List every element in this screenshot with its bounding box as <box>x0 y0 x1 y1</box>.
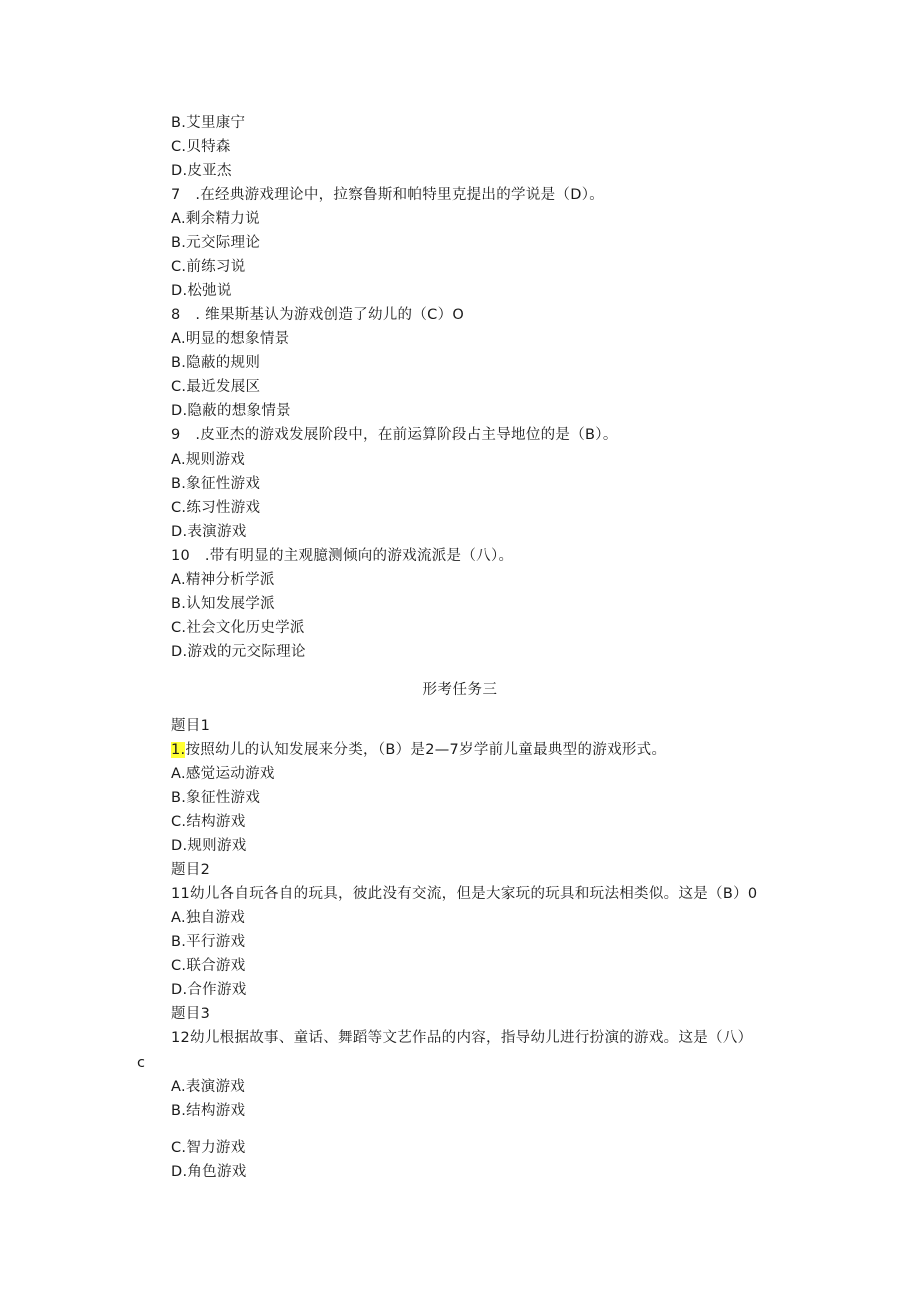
q8-option-d: D.隐蔽的想象情景 <box>171 403 291 419</box>
q7-option-b: B.元交际理论 <box>171 235 261 251</box>
q6-option-b: B.艾里康宁 <box>171 115 246 131</box>
q10-option-a: A.精神分析学派 <box>171 572 275 588</box>
q3-option-d: D.角色游戏 <box>171 1164 247 1180</box>
q1-option-d: D.规则游戏 <box>171 838 247 854</box>
stray-character: c <box>137 1055 146 1071</box>
q7-stem: 7 .在经典游戏理论中，拉察鲁斯和帕特里克提出的学说是（D）。 <box>171 187 605 203</box>
q10-option-d: D.游戏的元交际理论 <box>171 644 306 660</box>
q2-option-a: A.独自游戏 <box>171 910 246 926</box>
q10-option-c: C.社会文化历史学派 <box>171 620 305 636</box>
q1-option-c: C.结构游戏 <box>171 814 246 830</box>
question-label-2: 题目2 <box>171 862 211 878</box>
q7-option-a: A.剩余精力说 <box>171 211 260 227</box>
q8-option-c: C.最近发展区 <box>171 379 261 395</box>
question-1-stem <box>171 740 666 760</box>
q9-option-b: B.象征性游戏 <box>171 476 261 492</box>
q9-option-d: D.表演游戏 <box>171 524 247 540</box>
q3-option-b: B.结构游戏 <box>171 1103 246 1119</box>
q1-option-b: B.象征性游戏 <box>171 790 261 806</box>
q7-option-c: C.前练习说 <box>171 259 246 275</box>
q6-option-d: D.皮亚杰 <box>171 163 232 179</box>
q9-option-a: A.规则游戏 <box>171 452 246 468</box>
q10-stem: 10 .带有明显的主观臆测倾向的游戏流派是（八）。 <box>171 548 514 564</box>
q1-option-a: A.感觉运动游戏 <box>171 766 275 782</box>
question-3-stem: 12幼儿根据故事、童话、舞蹈等文艺作品的内容，指导幼儿进行扮演的游戏。这是（八） <box>171 1030 753 1046</box>
question-2-stem: 11幼儿各自玩各自的玩具，彼此没有交流，但是大家玩的玩具和玩法相类似。这是（B）0 <box>171 886 758 902</box>
q9-option-c: C.练习性游戏 <box>171 500 261 516</box>
q3-option-a: A.表演游戏 <box>171 1079 246 1095</box>
q9-stem: 9 .皮亚杰的游戏发展阶段中，在前运算阶段占主导地位的是（B）。 <box>171 427 618 443</box>
q7-option-d: D.松弛说 <box>171 283 232 299</box>
q2-option-c: C.联合游戏 <box>171 958 246 974</box>
q2-option-d: D.合作游戏 <box>171 982 247 998</box>
q8-option-a: A.明显的想象情景 <box>171 331 290 347</box>
section-title: 形考任务三 <box>422 682 498 698</box>
q3-option-c: C.智力游戏 <box>171 1140 246 1156</box>
question-1-number: 1. <box>171 742 186 758</box>
q10-option-b: B.认知发展学派 <box>171 596 275 612</box>
q2-option-b: B.平行游戏 <box>171 934 246 950</box>
q8-option-b: B.隐蔽的规则 <box>171 355 261 371</box>
question-1-text: 按照幼儿的认知发展来分类，（B）是2—7岁学前儿童最典型的游戏形式。 <box>185 742 667 758</box>
question-label-1: 题目1 <box>171 718 211 734</box>
question-label-3: 题目3 <box>171 1006 211 1022</box>
q6-option-c: C.贝特森 <box>171 139 231 155</box>
q8-stem: 8 . 维果斯基认为游戏创造了幼儿的（C）O <box>171 307 465 323</box>
